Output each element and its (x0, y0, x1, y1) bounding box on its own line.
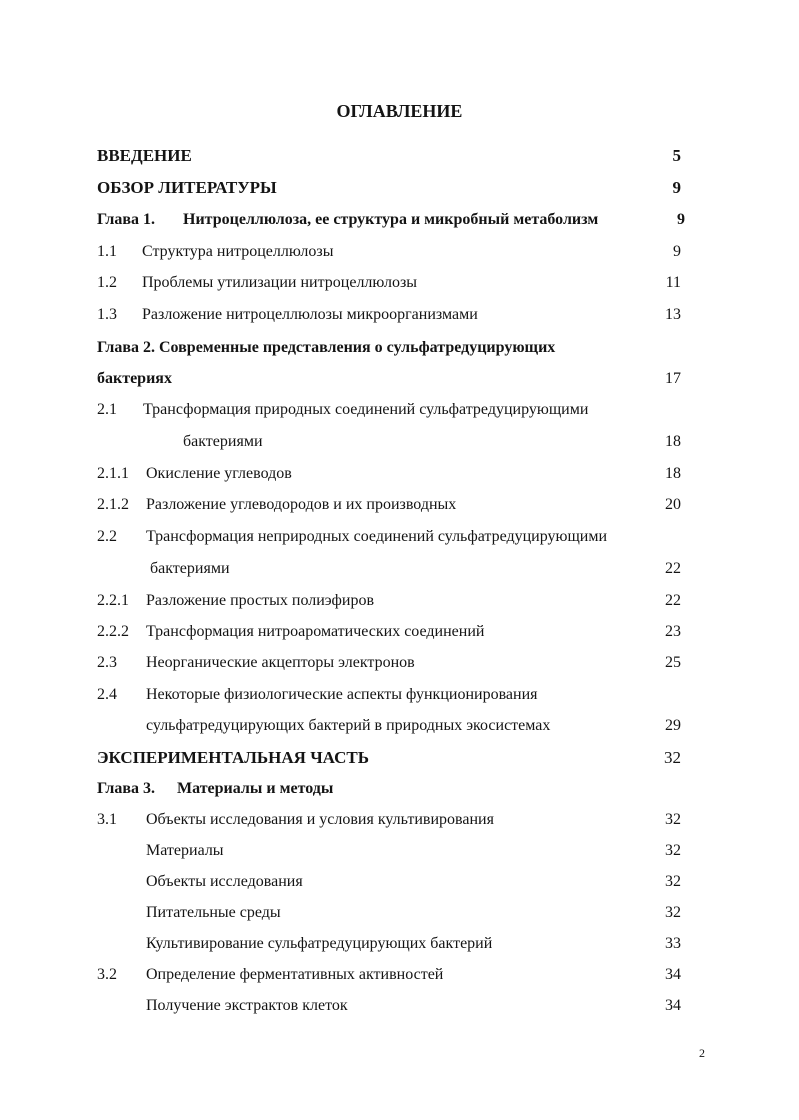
toc-entry-number: Глава 3. (97, 780, 155, 797)
toc-entry (0, 870, 799, 894)
toc-entry-page: 32 (665, 842, 681, 859)
toc-entry-page: 34 (665, 997, 681, 1014)
toc-entry-number: 1.3 (97, 306, 117, 323)
toc-entry-number: Глава 1. (97, 211, 155, 228)
toc-entry-page: 9 (673, 243, 681, 260)
toc-entry-page: 29 (665, 717, 681, 734)
toc-entry-title: ЭКСПЕРИМЕНТАЛЬНАЯ ЧАСТЬ (97, 748, 369, 767)
toc-entry (0, 271, 799, 295)
toc-entry-number: 2.4 (97, 686, 117, 703)
toc-entry-title: бактериями (183, 433, 263, 450)
toc-heading: ОГЛАВЛЕНИЕ (336, 101, 463, 121)
toc-entry-title: Объекты исследования и условия культивирования (146, 811, 494, 828)
toc-entry (0, 208, 799, 232)
toc-entry-title: ВВЕДЕНИЕ (97, 146, 192, 165)
toc-entry (0, 430, 799, 454)
toc-entry-page: 22 (665, 592, 681, 609)
toc-entry (0, 994, 799, 1018)
toc-entry-title: Некоторые физиологические аспекты функционирования (146, 686, 538, 703)
toc-entry (0, 240, 799, 264)
toc-entry-title: Разложение простых полиэфиров (146, 592, 375, 609)
toc-entry-number: 2.2.2 (97, 623, 129, 640)
toc-entry-title: Проблемы утилизации нитроцеллюлозы (142, 274, 418, 291)
toc-entry-page: 9 (672, 178, 681, 197)
toc-entry-page: 32 (664, 748, 681, 767)
toc-entry (0, 336, 799, 360)
toc-entry-title: Культивирование сульфатредуцирующих бактерий (146, 935, 493, 952)
toc-entry-number: 2.2 (97, 528, 117, 545)
toc-entry-number: 1.2 (97, 274, 117, 291)
toc-entry (0, 901, 799, 925)
toc-entry-title: Разложение углеводородов и их производных (146, 496, 457, 513)
toc-entry (0, 398, 799, 422)
page-number: 2 (699, 1046, 705, 1060)
toc-entry (0, 651, 799, 675)
toc-entry-number: 1.1 (97, 243, 117, 260)
toc-entry-title: Объекты исследования (146, 873, 303, 890)
toc-entry-title: Окисление углеводов (146, 465, 292, 482)
toc-entry-page: 32 (665, 873, 681, 890)
toc-entry-page: 33 (665, 935, 681, 952)
toc-entry-title: Питательные среды (146, 904, 281, 921)
toc-entry-page: 23 (665, 623, 681, 640)
toc-entry-page: 5 (672, 146, 681, 165)
toc-entry-page: 11 (665, 274, 681, 291)
toc-entry (0, 839, 799, 863)
toc-entry-title: бактериями (150, 560, 230, 577)
toc-entry (0, 367, 799, 391)
toc-entry-title: Трансформация природных соединений сульфатредуцирующими (143, 401, 589, 418)
toc-entry-page: 25 (665, 654, 681, 671)
toc-entry (0, 963, 799, 987)
toc-entry-number: 2.2.1 (97, 592, 129, 609)
toc-entry (0, 462, 799, 486)
toc-entry (0, 589, 799, 613)
toc-entry-title: сульфатредуцирующих бактерий в природных экосистемах (146, 717, 551, 734)
toc-entry-number: 3.1 (97, 811, 117, 828)
toc-entry (0, 746, 799, 770)
toc-entry-page: 17 (665, 370, 681, 387)
toc-entry (0, 303, 799, 327)
toc-entry-page: 22 (665, 560, 681, 577)
toc-entry-title: Материалы и методы (177, 780, 334, 797)
toc-entry (0, 714, 799, 738)
toc-entry-title: бактериях (97, 370, 172, 387)
toc-entry (0, 144, 799, 168)
toc-entry-title: Разложение нитроцеллюлозы микроорганизмами (142, 306, 478, 323)
toc-entry-number: 2.1.1 (97, 465, 129, 482)
toc-entry (0, 620, 799, 644)
toc-entry-number: 3.2 (97, 966, 117, 983)
toc-entry (0, 777, 799, 801)
toc-entry-page: 13 (665, 306, 681, 323)
toc-entry-page: 9 (677, 211, 685, 228)
toc-entry (0, 932, 799, 956)
toc-entry (0, 525, 799, 549)
toc-entry (0, 176, 799, 200)
toc-entry-page: 18 (665, 433, 681, 450)
toc-entry-page: 32 (665, 904, 681, 921)
toc-entry-page: 20 (665, 496, 681, 513)
toc-entry (0, 557, 799, 581)
toc-entry (0, 683, 799, 707)
toc-entry-number: 2.1 (97, 401, 117, 418)
toc-entry (0, 493, 799, 517)
toc-entry (0, 808, 799, 832)
toc-entry-number: 2.1.2 (97, 496, 129, 513)
toc-entry-title: Нитроцеллюлоза, ее структура и микробный метаболизм (183, 211, 599, 228)
toc-entry-title: Глава 2. Современные представления о сульфатредуцирующих (97, 339, 556, 356)
toc-entry-page: 18 (665, 465, 681, 482)
toc-entry-title: Получение экстрактов клеток (146, 997, 348, 1014)
toc-entry-title: Материалы (146, 842, 224, 859)
toc-entry-title: Трансформация неприродных соединений сульфатредуцирующими (146, 528, 608, 545)
toc-entry-title: Трансформация нитроароматических соединений (146, 623, 485, 640)
toc-entry-page: 32 (665, 811, 681, 828)
toc-entry-page: 34 (665, 966, 681, 983)
toc-entry-title: Структура нитроцеллюлозы (142, 243, 334, 260)
toc-entry-title: Определение ферментативных активностей (146, 966, 444, 983)
toc-entry-number: 2.3 (97, 654, 117, 671)
toc-entry-title: ОБЗОР ЛИТЕРАТУРЫ (97, 178, 277, 197)
toc-entry-title: Неорганические акцепторы электронов (146, 654, 415, 671)
